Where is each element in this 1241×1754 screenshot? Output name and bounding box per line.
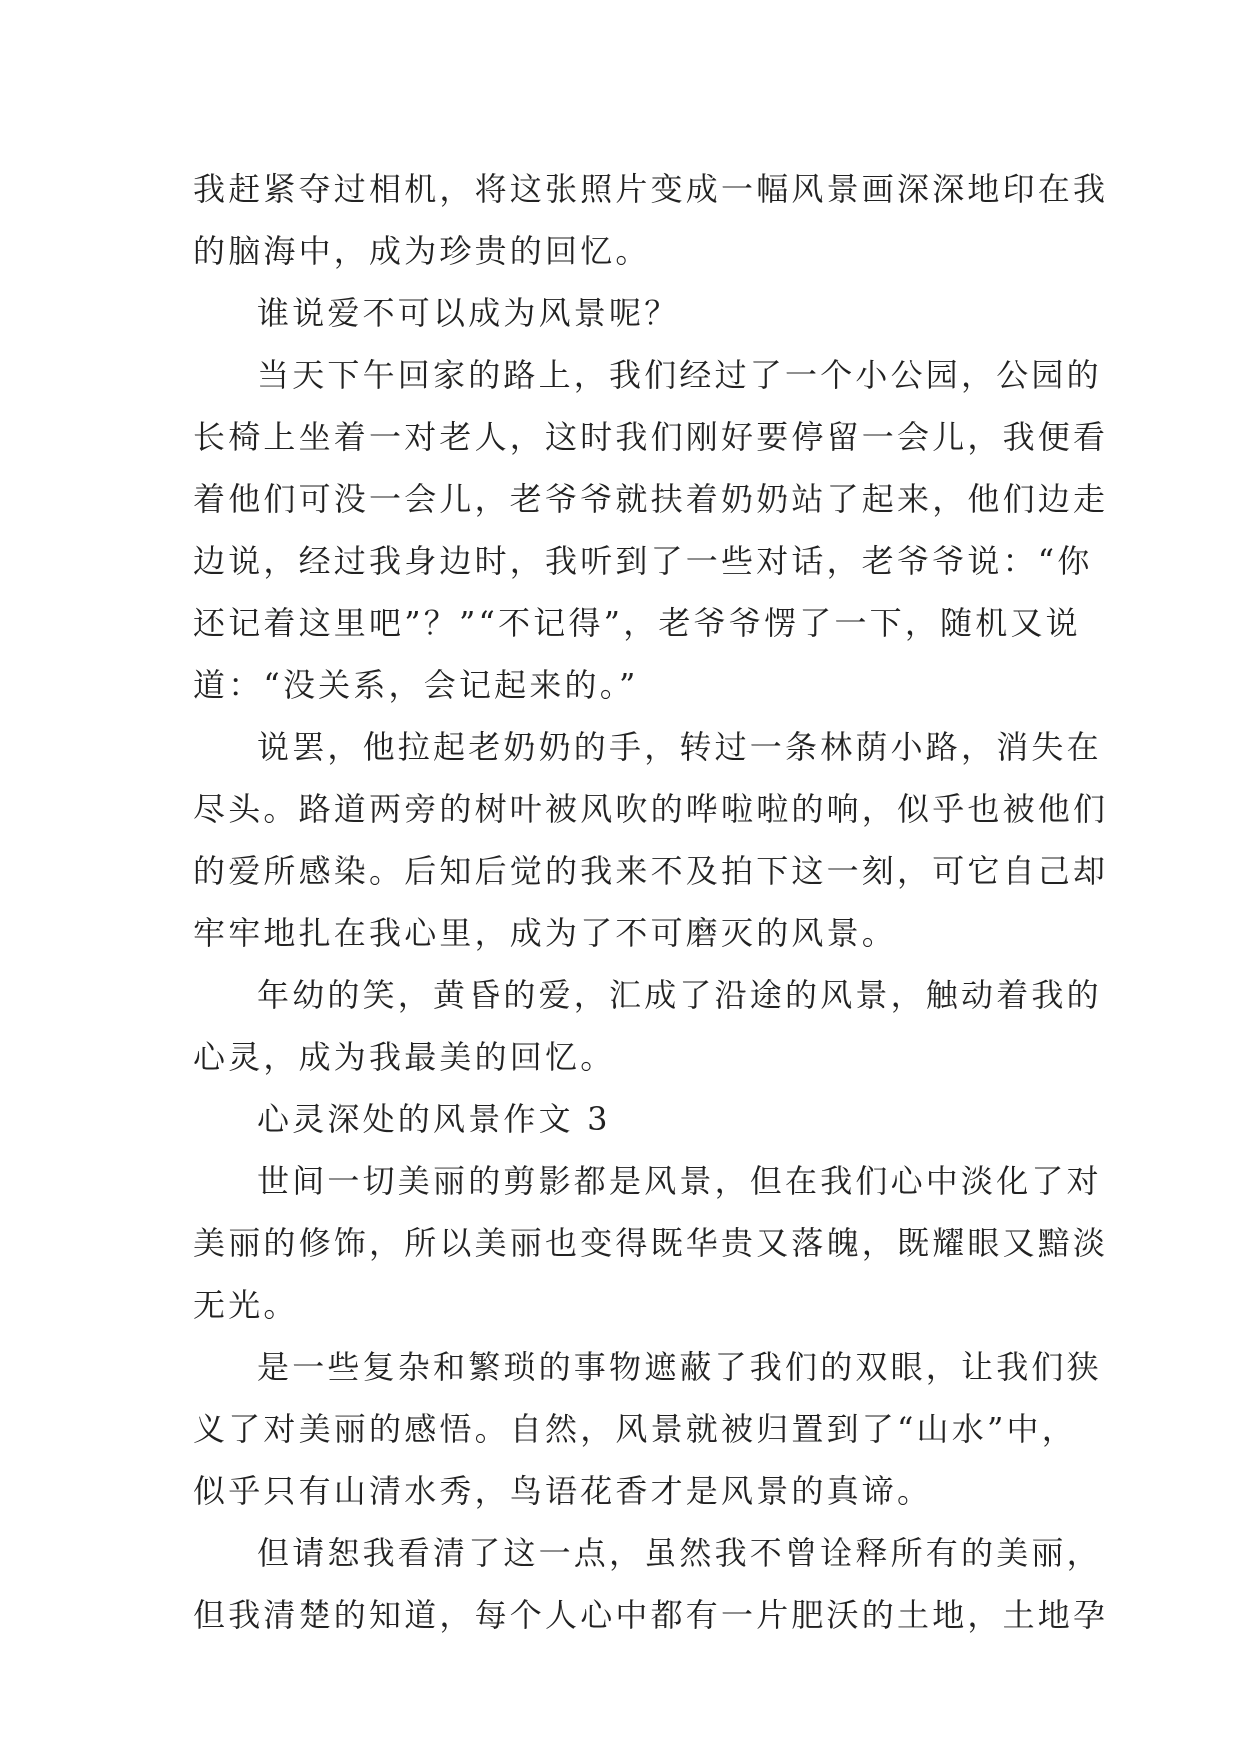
text-line: 我赶紧夺过相机，将这张照片变成一幅风景画深深地印在我 bbox=[193, 170, 1109, 208]
text-line: 的爱所感染。后知后觉的我来不及拍下这一刻，可它自己却 bbox=[193, 852, 1109, 890]
text-line: 的脑海中，成为珍贵的回忆。 bbox=[193, 232, 651, 270]
text-line: 尽头。路道两旁的树叶被风吹的哗啦啦的响，似乎也被他们 bbox=[193, 790, 1109, 828]
paragraph-6 bbox=[193, 1150, 1109, 1336]
text-line: 道：“没关系，会记起来的。” bbox=[193, 666, 639, 704]
section-heading bbox=[193, 1088, 1055, 1150]
paragraph-5 bbox=[193, 964, 1102, 1088]
text-line: 还记着这里吧”？”“不记得”，老爷爷愣了一下，随机又说 bbox=[193, 604, 1081, 642]
text-line: 说罢，他拉起老奶奶的手，转过一条林荫小路，消失在 bbox=[257, 728, 1102, 766]
text-line: 义了对美丽的感悟。自然，风景就被归置到了“山水”中， bbox=[193, 1410, 1077, 1448]
heading-line: 心灵深处的风景作文 3 bbox=[257, 1100, 611, 1138]
text-line: 但请恕我看清了这一点，虽然我不曾诠释所有的美丽， bbox=[257, 1534, 1102, 1572]
text-line: 无光。 bbox=[193, 1286, 299, 1324]
text-line: 心灵，成为我最美的回忆。 bbox=[193, 1038, 616, 1076]
paragraph-7 bbox=[193, 1336, 1102, 1522]
text-line: 长椅上坐着一对老人，这时我们刚好要停留一会儿，我便看 bbox=[193, 418, 1109, 456]
text-line: 谁说爱不可以成为风景呢？ bbox=[257, 294, 680, 332]
text-line: 世间一切美丽的剪影都是风景，但在我们心中淡化了对 bbox=[257, 1162, 1102, 1200]
paragraph-1 bbox=[193, 158, 1109, 282]
text-line: 牢牢地扎在我心里，成为了不可磨灭的风景。 bbox=[193, 914, 898, 952]
text-line: 似乎只有山清水秀，鸟语花香才是风景的真谛。 bbox=[193, 1472, 933, 1510]
paragraph-2 bbox=[193, 282, 1055, 344]
text-line: 美丽的修饰，所以美丽也变得既华贵又落魄，既耀眼又黯淡 bbox=[193, 1224, 1109, 1262]
text-line: 边说，经过我身边时，我听到了一些对话，老爷爷说：“你 bbox=[193, 542, 1093, 580]
body-text bbox=[193, 158, 1109, 1646]
paragraph-4 bbox=[193, 716, 1109, 964]
text-line: 是一些复杂和繁琐的事物遮蔽了我们的双眼，让我们狭 bbox=[257, 1348, 1102, 1386]
text-line: 年幼的笑，黄昏的爱，汇成了沿途的风景，触动着我的 bbox=[257, 976, 1102, 1014]
text-line: 但我清楚的知道，每个人心中都有一片肥沃的土地，土地孕 bbox=[193, 1596, 1109, 1634]
paragraph-3 bbox=[193, 344, 1109, 716]
text-line: 当天下午回家的路上，我们经过了一个小公园，公园的 bbox=[257, 356, 1102, 394]
paragraph-8 bbox=[193, 1522, 1109, 1646]
text-line: 着他们可没一会儿，老爷爷就扶着奶奶站了起来，他们边走 bbox=[193, 480, 1109, 518]
